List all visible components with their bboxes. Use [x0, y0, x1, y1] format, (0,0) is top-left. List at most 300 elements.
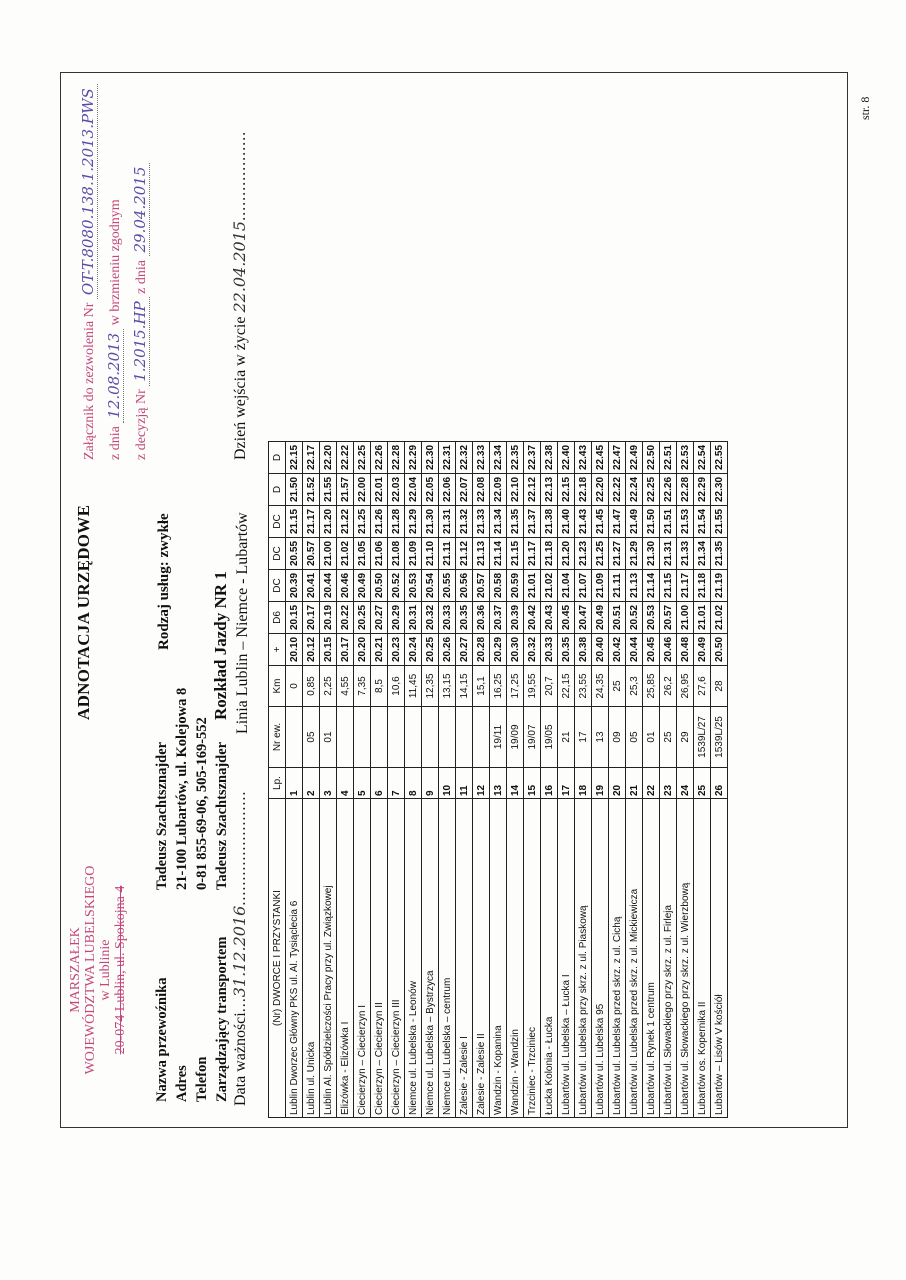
table-row: [388, 442, 405, 1118]
table-cell: 4,55: [337, 666, 354, 707]
table-cell: [337, 707, 354, 768]
table-row: [507, 442, 524, 1118]
table-cell: 22.26: [660, 474, 677, 506]
table-cell: 20.32: [524, 634, 541, 666]
table-cell: 20.33: [439, 602, 456, 634]
table-cell: 22.24: [626, 474, 643, 506]
table-cell: 22,15: [558, 666, 575, 707]
table-cell: 5: [354, 768, 371, 799]
stop-name: Lubartów ul. Lubelska przed skrz. z ul. Cichą: [609, 799, 626, 1118]
stop-name: Lubartów ul. Słowackiego przy skrz. z ul. Firleja: [660, 799, 677, 1118]
table-cell: 21: [558, 707, 575, 768]
table-cell: 20.37: [490, 602, 507, 634]
table-cell: 28: [711, 666, 728, 707]
table-cell: 21.11: [439, 538, 456, 570]
table-cell: 1539L/27: [694, 707, 711, 768]
table-cell: 8,5: [371, 666, 388, 707]
table-row: [541, 442, 558, 1118]
table-cell: 20: [609, 768, 626, 799]
table-cell: 21.47: [609, 506, 626, 538]
stop-name: Lubartów ul. Lubelska przy skrz. z ul. Piaskową: [575, 799, 592, 1118]
table-cell: 22.49: [626, 442, 643, 474]
table-cell: 09: [609, 707, 626, 768]
table-cell: 21.17: [524, 538, 541, 570]
table-cell: 19,55: [524, 666, 541, 707]
table-cell: 21.52: [303, 474, 320, 506]
table-cell: 22.01: [371, 474, 388, 506]
table-cell: 20.12: [303, 634, 320, 666]
table-cell: 22.53: [677, 442, 694, 474]
table-cell: 22.20: [592, 474, 609, 506]
stop-name: Zalesie - Zalesie I: [456, 799, 473, 1118]
table-row: [354, 442, 371, 1118]
table-cell: 26,95: [677, 666, 694, 707]
table-cell: 20.46: [660, 634, 677, 666]
table-cell: 21.02: [541, 570, 558, 602]
table-cell: 21.51: [660, 506, 677, 538]
table-cell: 21.02: [711, 602, 728, 634]
table-cell: 22.37: [524, 442, 541, 474]
table-cell: 20.44: [320, 570, 337, 602]
table-cell: 21.09: [405, 538, 422, 570]
table-cell: 20.42: [524, 602, 541, 634]
table-cell: 20.49: [354, 570, 371, 602]
timetable: [268, 441, 728, 1118]
table-cell: 21.13: [473, 538, 490, 570]
table-cell: 21.22: [337, 506, 354, 538]
table-cell: 16: [541, 768, 558, 799]
table-cell: 20.28: [473, 634, 490, 666]
column-header: DC: [269, 538, 286, 570]
table-cell: 21.40: [558, 506, 575, 538]
table-cell: 21.49: [626, 506, 643, 538]
table-cell: 20.43: [541, 602, 558, 634]
table-cell: 22.30: [711, 474, 728, 506]
stop-name: Wandzin - Wandzin: [507, 799, 524, 1118]
table-cell: 20.27: [371, 602, 388, 634]
table-row: [422, 442, 439, 1118]
page-number: str. 8: [858, 96, 872, 120]
table-cell: 20.29: [490, 634, 507, 666]
table-cell: 21.54: [694, 506, 711, 538]
stop-name: Ciecierzyn – Ciecierzyn I: [354, 799, 371, 1118]
table-cell: 22.28: [388, 442, 405, 474]
decision-date: 29.04.2015: [131, 163, 150, 257]
table-cell: 20.57: [303, 538, 320, 570]
table-cell: 22.31: [439, 442, 456, 474]
table-cell: 11: [456, 768, 473, 799]
table-row: [524, 442, 541, 1118]
table-cell: 21.00: [320, 538, 337, 570]
table-cell: 21.15: [507, 538, 524, 570]
table-cell: 21.02: [337, 538, 354, 570]
table-row: [643, 442, 660, 1118]
table-cell: 20.49: [694, 634, 711, 666]
table-cell: 17: [558, 768, 575, 799]
table-cell: 20.53: [643, 602, 660, 634]
table-cell: 21.06: [371, 538, 388, 570]
table-cell: 20.39: [507, 602, 524, 634]
permit-date: 12.08.2013: [105, 329, 124, 423]
table-cell: 14,15: [456, 666, 473, 707]
table-cell: 19/09: [507, 707, 524, 768]
table-cell: [388, 707, 405, 768]
table-cell: 26: [711, 768, 728, 799]
table-cell: 25: [694, 768, 711, 799]
table-cell: 3: [320, 768, 337, 799]
table-cell: 22.12: [524, 474, 541, 506]
column-header: Lp.: [269, 768, 286, 799]
table-cell: 20.44: [626, 634, 643, 666]
table-row: [286, 442, 303, 1118]
table-cell: 25: [660, 707, 677, 768]
stop-name: Lubartów ul. Lubelska – Łucka I: [558, 799, 575, 1118]
table-cell: 21: [626, 768, 643, 799]
table-row: [694, 442, 711, 1118]
table-cell: 21.38: [541, 506, 558, 538]
table-cell: 22.55: [711, 442, 728, 474]
stop-name: Elizówka - Elizówka I: [337, 799, 354, 1118]
table-cell: 21.04: [558, 570, 575, 602]
table-cell: 21.08: [388, 538, 405, 570]
table-cell: 21.14: [490, 538, 507, 570]
table-cell: 21.29: [626, 538, 643, 570]
table-row: [677, 442, 694, 1118]
table-cell: 20.47: [575, 602, 592, 634]
table-cell: 21.26: [371, 506, 388, 538]
table-row: [303, 442, 320, 1118]
table-row: [558, 442, 575, 1118]
table-cell: 20.24: [405, 634, 422, 666]
stop-name: Lublin Dworzec Główny PKS ul. Al. Tysiąclecia 6: [286, 799, 303, 1118]
table-row: [592, 442, 609, 1118]
table-cell: 17: [575, 707, 592, 768]
table-cell: 17,25: [507, 666, 524, 707]
table-cell: 21.13: [626, 570, 643, 602]
table-cell: 15,1: [473, 666, 490, 707]
table-cell: 20.17: [337, 634, 354, 666]
table-cell: 20.35: [456, 602, 473, 634]
table-cell: 21.57: [337, 474, 354, 506]
schedule-title: Rozkład Jazdy NR 1: [211, 571, 230, 720]
stop-name: Lublin ul. Unicka: [303, 799, 320, 1118]
table-cell: 21.50: [286, 474, 303, 506]
table-cell: 22.28: [677, 474, 694, 506]
table-row: [660, 442, 677, 1118]
table-cell: 22.07: [456, 474, 473, 506]
table-cell: 21.18: [541, 538, 558, 570]
table-cell: 21.28: [388, 506, 405, 538]
table-cell: 22.08: [473, 474, 490, 506]
table-cell: 12: [473, 768, 490, 799]
table-cell: 22.50: [643, 442, 660, 474]
table-cell: 20.22: [337, 602, 354, 634]
table-cell: 22.35: [507, 442, 524, 474]
table-cell: 22.26: [371, 442, 388, 474]
table-cell: 1: [286, 768, 303, 799]
table-cell: 22.03: [388, 474, 405, 506]
table-cell: 20.15: [286, 602, 303, 634]
table-cell: 22.13: [541, 474, 558, 506]
table-cell: [286, 707, 303, 768]
stop-name: Wandzin - Kopanina: [490, 799, 507, 1118]
table-cell: 20.21: [371, 634, 388, 666]
stop-name: Trzciniec - Trzciniec: [524, 799, 541, 1118]
table-cell: 20.35: [558, 634, 575, 666]
table-cell: 22.22: [337, 442, 354, 474]
table-cell: 22.43: [575, 442, 592, 474]
table-cell: 21.50: [643, 506, 660, 538]
validity-date: Data ważności...31.12.2016.......................: [230, 790, 249, 1106]
table-cell: 22.04: [405, 474, 422, 506]
table-cell: 21.15: [286, 506, 303, 538]
table-row: [320, 442, 337, 1118]
table-cell: 21.17: [677, 570, 694, 602]
table-cell: 20.42: [609, 634, 626, 666]
table-cell: 7: [388, 768, 405, 799]
column-header: D6: [269, 602, 286, 634]
table-cell: 22.25: [354, 442, 371, 474]
table-cell: 21.15: [660, 570, 677, 602]
table-cell: 20.23: [388, 634, 405, 666]
table-cell: 20.45: [643, 634, 660, 666]
table-cell: 22.47: [609, 442, 626, 474]
table-cell: 22.45: [592, 442, 609, 474]
table-cell: 22.05: [422, 474, 439, 506]
table-row: [490, 442, 507, 1118]
table-cell: 20.52: [626, 602, 643, 634]
table-row: [405, 442, 422, 1118]
table-cell: 21.25: [592, 538, 609, 570]
table-cell: [456, 707, 473, 768]
stop-name: Niemce ul. Lubelska - Leonów: [405, 799, 422, 1118]
table-cell: 21.27: [609, 538, 626, 570]
table-cell: [422, 707, 439, 768]
table-cell: 20.38: [575, 634, 592, 666]
table-cell: 20.30: [507, 634, 524, 666]
table-cell: 8: [405, 768, 422, 799]
table-cell: 0: [286, 666, 303, 707]
table-cell: 19/07: [524, 707, 541, 768]
table-cell: 21.01: [694, 602, 711, 634]
timetable-header: [269, 442, 286, 1118]
stop-name: Lubartów ul. Lubelska 95: [592, 799, 609, 1118]
table-cell: 19: [592, 768, 609, 799]
table-cell: 19/05: [541, 707, 558, 768]
table-row: [337, 442, 354, 1118]
stop-name: Lubartów ul. Rynek 1 centrum: [643, 799, 660, 1118]
table-cell: 22.09: [490, 474, 507, 506]
stop-name: Łucka Kolonia - Łucka: [541, 799, 558, 1118]
column-header: D: [269, 474, 286, 506]
table-cell: 22.18: [575, 474, 592, 506]
table-cell: 20.55: [439, 570, 456, 602]
table-cell: 22.29: [405, 442, 422, 474]
table-cell: 21.37: [524, 506, 541, 538]
table-row: [575, 442, 592, 1118]
carrier-info: Nazwa przewoźnika Tadeusz Szachtsznajder Adres 21-100 Lubartów, ul. Kolejowa 8 Telefon 0-81 855-69-06, 505-169-552 Zarządzający transportem Tadeusz Szachtsznajder: [154, 687, 230, 1102]
table-cell: 22.17: [303, 442, 320, 474]
column-header: (Nr) DWORCE I PRZYSTANKI: [269, 799, 286, 1118]
rotated-document: [68, 80, 828, 1120]
table-cell: 11,45: [405, 666, 422, 707]
table-cell: 21.34: [694, 538, 711, 570]
table-row: [711, 442, 728, 1118]
table-cell: 16,25: [490, 666, 507, 707]
table-cell: 22.30: [422, 442, 439, 474]
table-cell: 6: [371, 768, 388, 799]
table-cell: 22.40: [558, 442, 575, 474]
table-cell: 20.51: [609, 602, 626, 634]
table-cell: 22.54: [694, 442, 711, 474]
table-cell: 21.07: [575, 570, 592, 602]
table-cell: 20.25: [354, 602, 371, 634]
table-cell: 20.52: [388, 570, 405, 602]
table-cell: 01: [320, 707, 337, 768]
table-cell: 20.50: [371, 570, 388, 602]
table-cell: [354, 707, 371, 768]
table-cell: 20.40: [592, 634, 609, 666]
table-cell: 20.57: [660, 602, 677, 634]
stop-name: Lubartów ul. Lubelska przed skrz. z ul. Mickiewicza: [626, 799, 643, 1118]
decision-number: 1.2015.HP: [131, 297, 150, 385]
table-cell: 4: [337, 768, 354, 799]
table-cell: 21.30: [422, 506, 439, 538]
table-cell: 14: [507, 768, 524, 799]
table-cell: 20.33: [541, 634, 558, 666]
table-cell: 21.33: [677, 538, 694, 570]
column-header: Km: [269, 666, 286, 707]
stop-name: Lublin Al. Spółdzielczości Pracy przy ul. Związkowej: [320, 799, 337, 1118]
table-cell: 21.11: [609, 570, 626, 602]
stop-name: Ciecierzyn – Ciecierzyn II: [371, 799, 388, 1118]
table-cell: 20.36: [473, 602, 490, 634]
office-stamp: MARSZAŁEK WOJEWÓDZTWA LUBELSKIEGO w Lublinie 20-074 Lublin, ul. Spokojna 4: [68, 865, 128, 1075]
table-cell: 21.14: [643, 570, 660, 602]
table-cell: 23: [660, 768, 677, 799]
column-header: D: [269, 442, 286, 474]
table-cell: 22.33: [473, 442, 490, 474]
table-cell: 9: [422, 768, 439, 799]
stop-name: Lubartów ul. Słowackiego przy skrz. z ul. Wierzbową: [677, 799, 694, 1118]
table-cell: 05: [626, 707, 643, 768]
table-cell: [473, 707, 490, 768]
table-cell: 05: [303, 707, 320, 768]
table-cell: 20.55: [286, 538, 303, 570]
stop-name: Lubartów – Lisów V kościół: [711, 799, 728, 1118]
table-cell: 20.57: [473, 570, 490, 602]
table-cell: 26,2: [660, 666, 677, 707]
table-cell: 21.18: [694, 570, 711, 602]
table-cell: 22.32: [456, 442, 473, 474]
stop-name: Niemce ul. Lubelska – Bystrzyca: [422, 799, 439, 1118]
table-cell: 21.33: [473, 506, 490, 538]
table-cell: 21.09: [592, 570, 609, 602]
table-cell: 20.31: [405, 602, 422, 634]
table-cell: 20.46: [337, 570, 354, 602]
table-cell: 22.20: [320, 442, 337, 474]
table-cell: 22: [643, 768, 660, 799]
stop-name: Niemce ul. Lubelska – centrum: [439, 799, 456, 1118]
table-cell: 21.05: [354, 538, 371, 570]
column-header: Nr ew.: [269, 707, 286, 768]
table-cell: 10: [439, 768, 456, 799]
column-header: +: [269, 634, 286, 666]
table-cell: 21.35: [507, 506, 524, 538]
table-cell: 22.00: [354, 474, 371, 506]
table-cell: 13: [490, 768, 507, 799]
table-cell: 20.17: [303, 602, 320, 634]
table-cell: 20.15: [320, 634, 337, 666]
table-cell: 7,35: [354, 666, 371, 707]
table-cell: 22.38: [541, 442, 558, 474]
table-cell: 20.25: [422, 634, 439, 666]
table-cell: 13: [592, 707, 609, 768]
table-cell: 21.25: [354, 506, 371, 538]
table-cell: 2: [303, 768, 320, 799]
table-cell: 21.20: [558, 538, 575, 570]
table-cell: 20.20: [354, 634, 371, 666]
table-cell: 21.10: [422, 538, 439, 570]
table-cell: 2,25: [320, 666, 337, 707]
table-cell: 20.29: [388, 602, 405, 634]
table-cell: 25,3: [626, 666, 643, 707]
document-title: ADNOTACJA URZĘDOWE: [74, 504, 93, 720]
table-cell: 22.34: [490, 442, 507, 474]
table-cell: 21.35: [711, 538, 728, 570]
table-cell: 24,35: [592, 666, 609, 707]
line-name: Linia Lublin – Niemce - Lubartów: [234, 512, 251, 734]
permit-number: OT-T.8080.138.1.2013.PWS: [79, 84, 98, 299]
stop-name: Zalesie - Zalesie II: [473, 799, 490, 1118]
table-cell: [439, 707, 456, 768]
table-row: [456, 442, 473, 1118]
table-cell: 20.48: [677, 634, 694, 666]
table-cell: 21.43: [575, 506, 592, 538]
table-cell: 21.23: [575, 538, 592, 570]
table-cell: 20.50: [711, 634, 728, 666]
table-cell: 20.32: [422, 602, 439, 634]
table-cell: 10,6: [388, 666, 405, 707]
table-cell: 20.26: [439, 634, 456, 666]
table-cell: 21.34: [490, 506, 507, 538]
service-type: Rodzaj usług: zwykłe: [156, 513, 172, 650]
table-cell: 0,85: [303, 666, 320, 707]
table-cell: 21.01: [524, 570, 541, 602]
table-row: [439, 442, 456, 1118]
table-cell: 18: [575, 768, 592, 799]
effective-date: Dzień wejścia w życie 22.04.2015..................: [230, 130, 249, 460]
table-cell: 22.15: [558, 474, 575, 506]
table-cell: 22.06: [439, 474, 456, 506]
table-cell: 20.10: [286, 634, 303, 666]
table-cell: 20.27: [456, 634, 473, 666]
table-cell: 25: [609, 666, 626, 707]
table-cell: [405, 707, 422, 768]
stop-name: Lubartów os. Kopernika II: [694, 799, 711, 1118]
table-cell: 19/11: [490, 707, 507, 768]
table-cell: 20.53: [405, 570, 422, 602]
table-cell: 15: [524, 768, 541, 799]
table-cell: 21.29: [405, 506, 422, 538]
table-row: [371, 442, 388, 1118]
table-cell: 29: [677, 707, 694, 768]
table-cell: [371, 707, 388, 768]
table-row: [609, 442, 626, 1118]
table-cell: 22.51: [660, 442, 677, 474]
table-cell: 22.10: [507, 474, 524, 506]
table-cell: 21.31: [439, 506, 456, 538]
